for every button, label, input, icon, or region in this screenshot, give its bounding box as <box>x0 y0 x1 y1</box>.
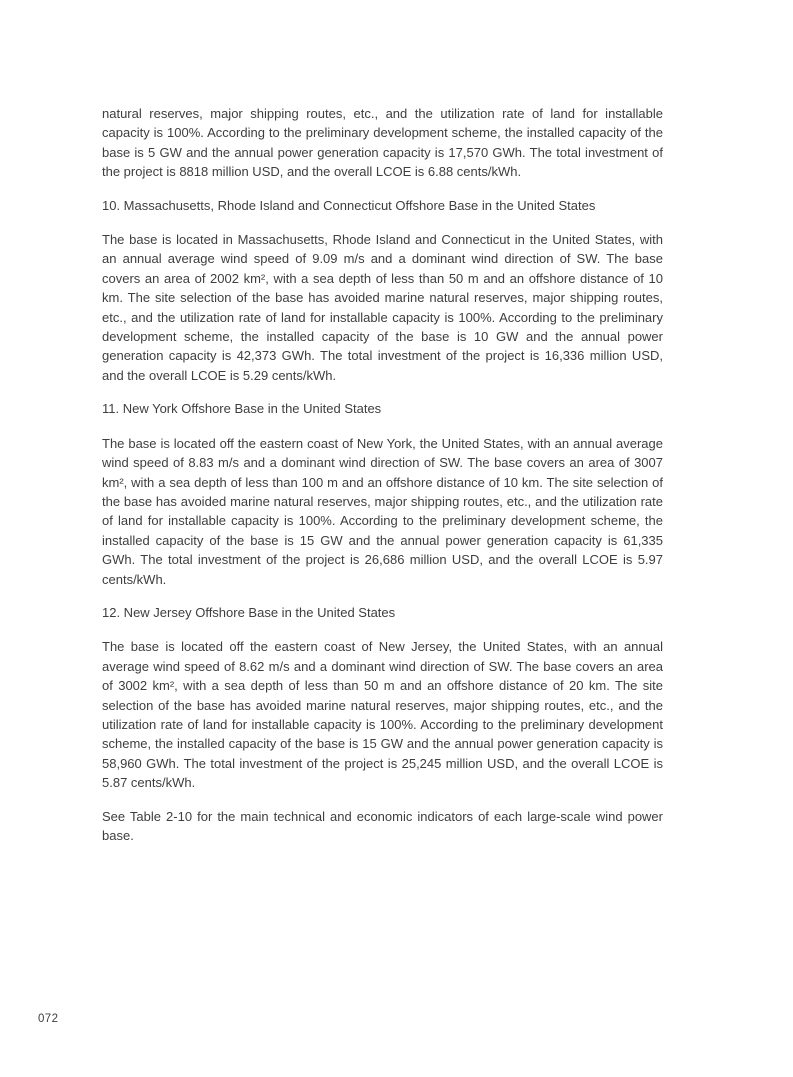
section-body-10: The base is located in Massachusetts, Rhode Island and Connecticut in the United States, with an annual average wind speed of 9.09 m/s and a dominant wind direction of SW. The base covers an area of 2002 km², with a sea depth of less than 50 m and an offshore distance of 10 km. The site selection of the base has avoided marine natural reserves, major shipping routes, etc., and the utilization rate of land for installable capacity is 100%. According to the preliminary development scheme, the installed capacity of the base is 10 GW and the annual power generation capacity is 42,373 GWh. The total investment of the project is 16,336 million USD, and the overall LCOE is 5.29 cents/kWh. <box>102 232 663 383</box>
closing-paragraph: See Table 2-10 for the main technical and economic indicators of each large-scale wind power base. <box>102 808 663 843</box>
section-heading-10: 10. Massachusetts, Rhode Island and Connecticut Offshore Base in the United States <box>102 197 596 213</box>
text-column <box>102 104 663 859</box>
section-body-12: The base is located off the eastern coast of New Jersey, the United States, with an annual average wind speed of 8.62 m/s and a dominant wind direction of SW. The base covers an area of 3002 km², with a sea depth of less than 50 m and an offshore distance of 20 km. The site selection of the base has avoided marine natural reserves, major shipping routes, etc., and the utilization rate of land for installable capacity is 100%. According to the preliminary development scheme, the installed capacity of the base is 15 GW and the annual power generation capacity is 58,960 GWh. The total investment of the project is 25,245 million USD, and the overall LCOE is 5.87 cents/kWh. <box>102 639 663 791</box>
intro-paragraph: natural reserves, major shipping routes, etc., and the utilization rate of land for installable capacity is 100%. According to the preliminary development scheme, the installed capacity of the base is 5 GW and the annual power generation capacity is 17,570 GWh. The total investment of the project is 8818 million USD, and the overall LCOE is 6.88 cents/kWh. <box>102 106 663 180</box>
section-heading-12: 12. New Jersey Offshore Base in the United States <box>102 604 396 620</box>
section-body-11: The base is located off the eastern coast of New York, the United States, with an annual average wind speed of 8.83 m/s and a dominant wind direction of SW. The base covers an area of 3007 km², with a sea depth of less than 100 m and an offshore distance of 10 km. The site selection of the base has avoided marine natural reserves, major shipping routes, etc., and the utilization rate of land for installable capacity is 100%. According to the preliminary development scheme, the installed capacity of the base is 15 GW and the annual power generation capacity is 61,335 GWh. The total investment of the project is 26,686 million USD, and the overall LCOE is 5.97 cents/kWh. <box>102 435 663 587</box>
page-number: 072 <box>38 1013 59 1025</box>
section-heading-11: 11. New York Offshore Base in the United States <box>102 401 382 417</box>
